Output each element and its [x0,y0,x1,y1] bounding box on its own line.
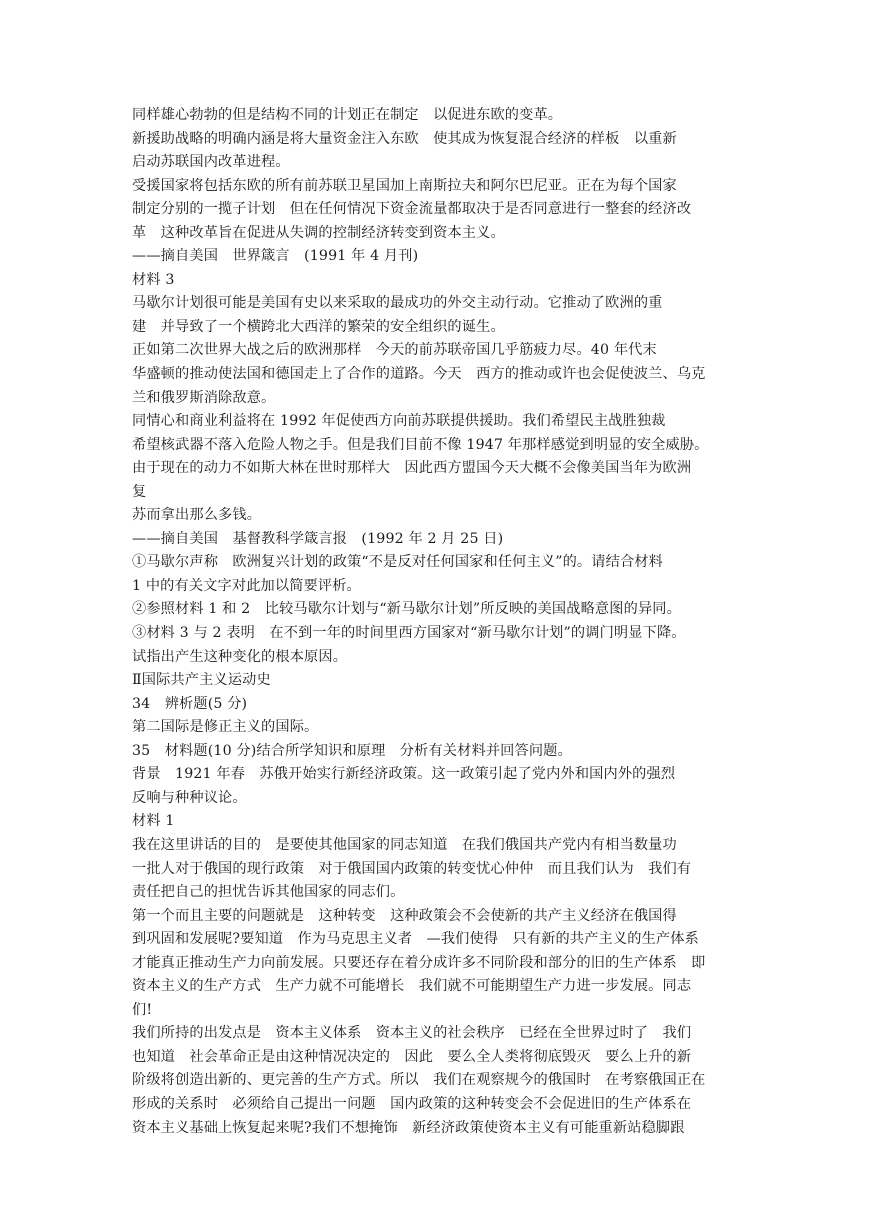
text-line: 35 材料题(10 分)结合所学知识和原理 分析有关材料并回答问题。 [132,742,572,759]
text-line: ——摘自美国 世界箴言 (1991 年 4 月刊) [132,248,419,265]
text-line: 苏而拿出那么多钱。 [132,507,262,524]
text-line: 34 辨析题(5 分) [132,695,248,712]
text-line: 才能真正推动生产力向前发展。只要还存在着分成许多不同阶段和部分的旧的生产体系 即 [132,954,706,971]
text-line: 兰和俄罗斯消除敌意。 [132,389,276,406]
text-line: ②参照材料 1 和 2 比较马歇尔计划与“新马歇尔计划”所反映的美国战略意图的异同。 [132,601,681,618]
text-line: 马歇尔计划很可能是美国有史以来采取的最成功的外交主动行动。它推动了欧洲的重 [132,295,663,312]
text-line: 试指出产生这种变化的根本原因。 [132,648,348,665]
text-line: 新援助战略的明确内涵是将大量资金注入东欧 使其成为恢复混合经济的样板 以重新 [132,130,677,147]
text-line: ①马歇尔声称 欧洲复兴计划的政策“不是反对任何国家和任何主义”的。请结合材料 [132,554,663,571]
text-line: 希望核武器不落入危险人物之手。但是我们目前不像 1947 年那样感觉到明显的安全威胁。 [132,436,709,453]
text-line: 们! [132,1001,153,1018]
text-line: 资本主义的生产方式 生产力就不可能增长 我们就不可能期望生产力进一步发展。同志 [132,978,692,995]
text-line: 革 这种改革旨在促进从失调的控制经济转变到资本主义。 [132,224,505,241]
text-line: 材料 1 [132,813,175,830]
text-line: 启动苏联国内改革进程。 [132,154,290,171]
text-line: 形成的关系时 必须给自己提出一问题 国内政策的这种转变会不会促进旧的生产体系在 [132,1095,692,1112]
text-line: ③材料 3 与 2 表明 在不到一年的时间里西方国家对“新马歇尔计划”的调门明显下降。 [132,625,686,642]
text-line: ——摘自美国 基督教科学箴言报 (1992 年 2 月 25 日) [132,530,504,547]
text-line: Ⅱ国际共产主义运动史 [132,672,271,689]
text-line: 阶级将创造出新的、更完善的生产方式。所以 我们在观察规今的俄国时 在考察俄国正在 [132,1072,706,1089]
text-line: 由于现在的动力不如斯大林在世时那样大 因此西方盟国今天大概不会像美国当年为欧洲 [132,460,692,477]
text-line: 受援国家将包括东欧的所有前苏联卫星国加上南斯拉夫和阿尔巴尼亚。正在为每个国家 [132,177,677,194]
text-line: 华盛顿的推动使法国和德国走上了合作的道路。今天 西方的推动或许也会促使波兰、乌克 [132,366,706,383]
text-line: 同样雄心勃勃的但是结构不同的计划正在制定 以促进东欧的变革。 [132,107,563,123]
text-line: 背景 1921 年春 苏俄开始实行新经济政策。这一政策引起了党内外和国内外的强烈 [132,766,676,783]
text-line: 资本主义基础上恢复起来呢?我们不想掩饰 新经济政策使资本主义有可能重新站稳脚跟 [132,1119,685,1136]
document-body [132,104,742,1140]
text-line: 第二国际是修正主义的国际。 [132,719,319,736]
text-line: 反响与种种议论。 [132,789,247,806]
text-line: 也知道 社会革命正是由这种情况决定的 因此 要么全人类将彻底毁灭 要么上升的新 [132,1048,692,1065]
text-line: 一批人对于俄国的现行政策 对于俄国国内政策的转变忧心仲仲 而且我们认为 我们有 [132,860,692,877]
text-line: 制定分别的一揽子计划 但在任何情况下资金流量都取决于是否同意进行一整套的经济改 [132,201,692,218]
text-line: 复 [132,483,147,500]
text-line: 正如第二次世界大战之后的欧洲那样 今天的前苏联帝国几乎筋疲力尽。40 年代末 [132,342,657,359]
text-line: 我在这里讲话的目的 是要使其他国家的同志知道 在我们俄国共产党内有相当数量功 [132,836,677,853]
text-line: 同情心和商业利益将在 1992 年促使西方向前苏联提供援助。我们希望民主战胜独裁 [132,413,666,430]
text-line: 到巩固和发展呢?要知道 作为马克思主义者 —我们使得 只有新的共产主义的生产体系 [132,931,699,948]
text-line: 建 并导致了一个横跨北大西洋的繁荣的安全组织的诞生。 [132,318,505,335]
text-line: 1 中的有关文字对此加以简要评析。 [132,577,361,594]
text-line: 第一个而且主要的问题就是 这种转变 这种政策会不会使新的共产主义经济在俄国得 [132,907,677,924]
text-line: 责任把自己的担忧告诉其他国家的同志们。 [132,884,405,901]
text-line: 材料 3 [132,271,175,288]
text-line: 我们所持的出发点是 资本主义体系 资本主义的社会秩序 已经在全世界过时了 我们 [132,1025,692,1042]
